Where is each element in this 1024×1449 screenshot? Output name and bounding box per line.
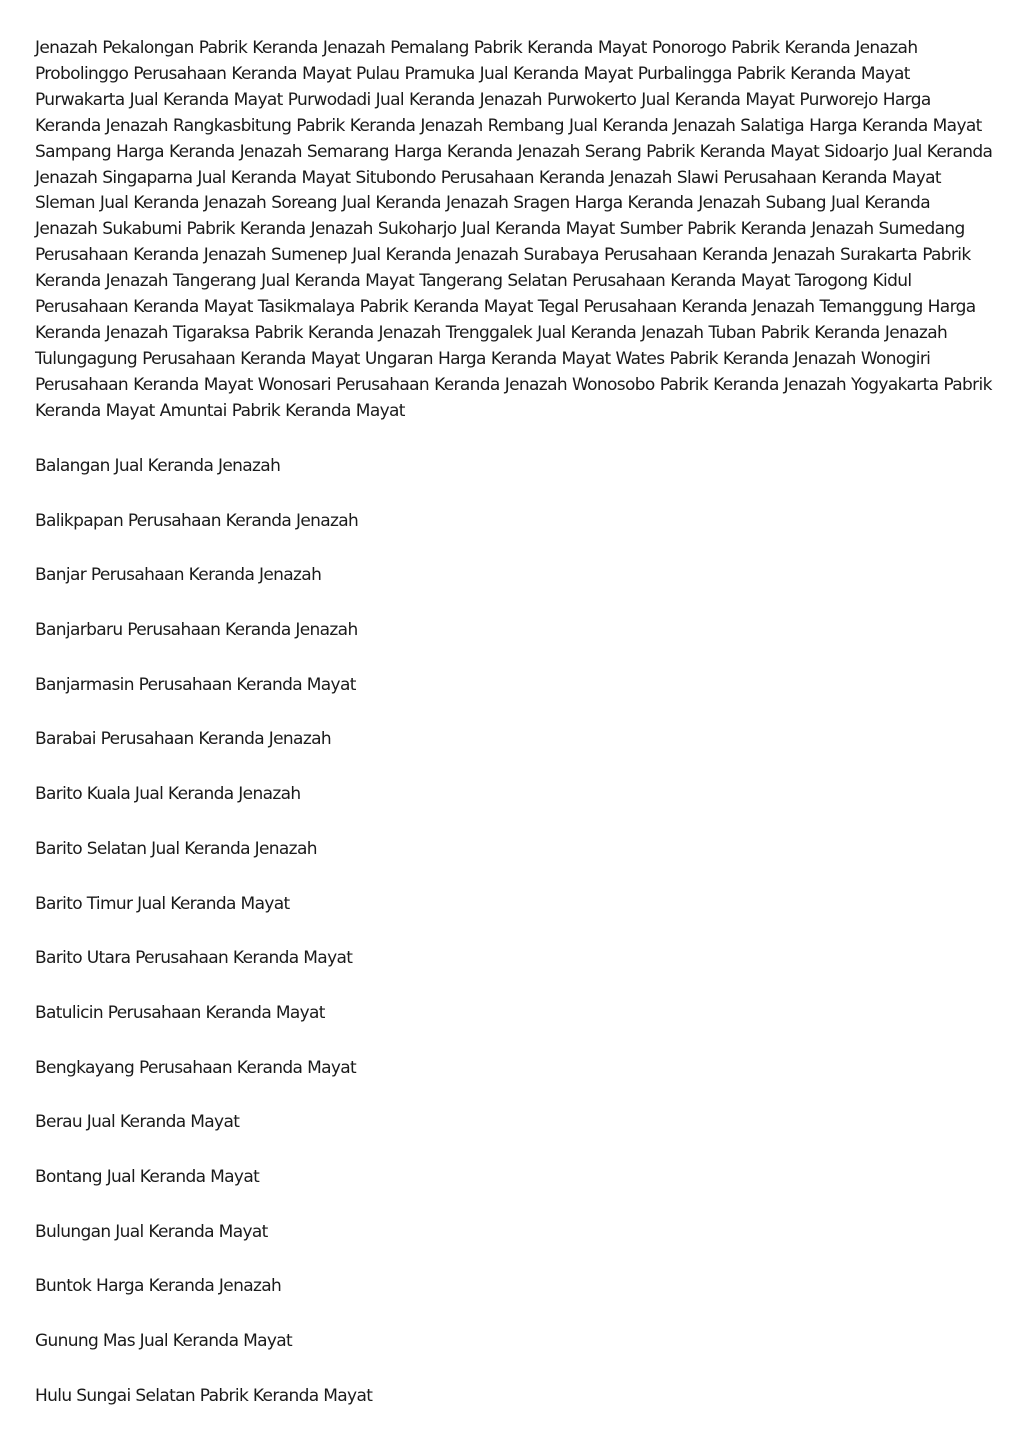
list-item: Buntok Harga Keranda Jenazah xyxy=(35,1276,282,1297)
list-item: Barito Utara Perusahaan Keranda Mayat xyxy=(35,948,353,969)
list-item: Bengkayang Perusahaan Keranda Mayat xyxy=(35,1057,357,1078)
list-item: Berau Jual Keranda Mayat xyxy=(35,1112,240,1133)
list-item: Barito Selatan Jual Keranda Jenazah xyxy=(35,838,317,859)
list-item: Hulu Sungai Selatan Pabrik Keranda Mayat xyxy=(35,1385,373,1406)
list-item: Banjarbaru Perusahaan Keranda Jenazah xyxy=(35,620,358,641)
document-page xyxy=(35,36,995,1406)
list-item: Banjar Perusahaan Keranda Jenazah xyxy=(35,565,322,586)
intro-paragraph: Jenazah Pekalongan Pabrik Keranda Jenazah Pemalang Pabrik Keranda Mayat Ponorogo Pabrik Keranda Jenazah Probolinggo Perusahaan Keranda Mayat Pulau Pramuka Jual Keranda Mayat Purbalingga Pabrik Keranda Mayat Purwakarta Jual Keranda Mayat Purwodadi Jual Keranda Jenazah Purwokerto Jual Keranda Mayat Purworejo Harga Keranda Jenazah Rangkasbitung Pabrik Keranda Jenazah Rembang Jual Keranda Jenazah Salatiga Harga Keranda Mayat Sampang Harga Keranda Jenazah Semarang Harga Keranda Jenazah Serang Pabrik Keranda Mayat Sidoarjo Jual Keranda Jenazah Singaparna Jual Keranda Mayat Situbondo Perusahaan Keranda Jenazah Slawi Perusahaan Keranda Mayat Sleman Jual Keranda Jenazah Soreang Jual Keranda Jenazah Sragen Harga Keranda Jenazah Subang Jual Keranda Jenazah Sukabumi Pabrik Keranda Jenazah Sukoharjo Jual Keranda Mayat Sumber Pabrik Keranda Jenazah Sumedang Perusahaan Keranda Jenazah Sumenep Jual Keranda Jenazah Surabaya Perusahaan Keranda Jenazah Surakarta Pabrik Keranda Jenazah Tangerang Jual Keranda Mayat Tangerang Selatan Perusahaan Keranda Mayat Tarogong Kidul Perusahaan Keranda Mayat Tasikmalaya Pabrik Keranda Mayat Tegal Perusahaan Keranda Jenazah Temanggung Harga Keranda Jenazah Tigaraksa Pabrik Keranda Jenazah Trenggalek Jual Keranda Jenazah Tuban Pabrik Keranda Jenazah Tulungagung Perusahaan Keranda Mayat Ungaran Harga Keranda Mayat Wates Pabrik Keranda Jenazah Wonogiri Perusahaan Keranda Mayat Wonosari Perusahaan Keranda Jenazah Wonosobo Pabrik Keranda Jenazah Yogyakarta Pabrik Keranda Mayat Amuntai Pabrik Keranda Mayat xyxy=(35,38,993,421)
list-item: Bulungan Jual Keranda Mayat xyxy=(35,1221,268,1242)
list-item: Balangan Jual Keranda Jenazah xyxy=(35,456,281,476)
entry-list xyxy=(35,454,995,1438)
list-item: Balikpapan Perusahaan Keranda Jenazah xyxy=(35,510,359,531)
list-item: Barito Kuala Jual Keranda Jenazah xyxy=(35,784,301,805)
list-item: Barito Timur Jual Keranda Mayat xyxy=(35,893,290,914)
list-item: Bontang Jual Keranda Mayat xyxy=(35,1166,260,1187)
list-item: Batulicin Perusahaan Keranda Mayat xyxy=(35,1002,325,1023)
list-item: Banjarmasin Perusahaan Keranda Mayat xyxy=(35,674,356,695)
list-item: Gunung Mas Jual Keranda Mayat xyxy=(35,1331,293,1351)
list-item: Barabai Perusahaan Keranda Jenazah xyxy=(35,729,331,750)
